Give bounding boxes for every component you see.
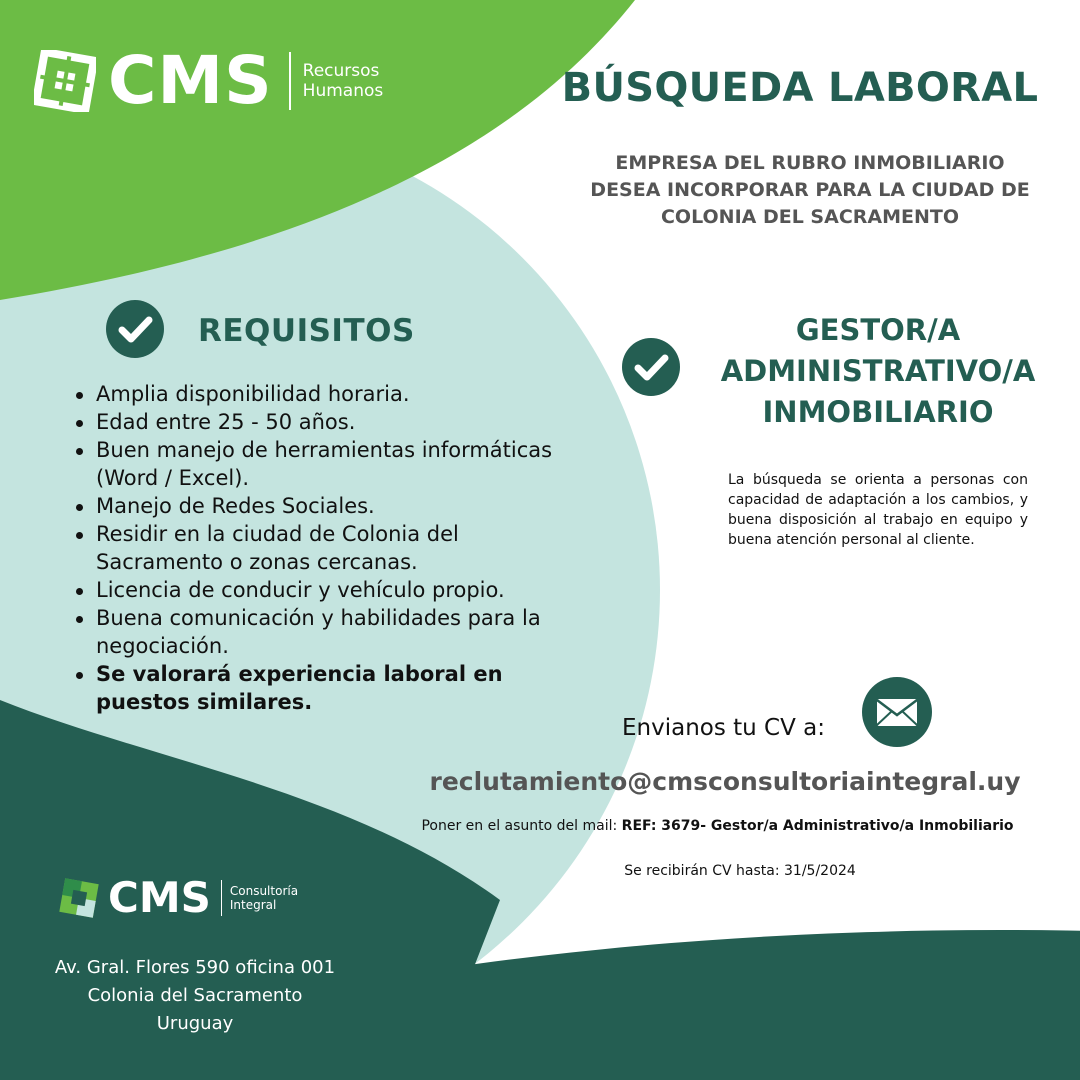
footer-subtitle-line2: Integral [229,898,277,912]
list-item: Licencia de conducir y vehículo propio. [74,576,584,604]
intro-text: EMPRESA DEL RUBRO INMOBILIARIO DESEA INCORPORAR PARA LA CIUDAD DE COLONIA DEL SACRAMENTO [590,152,1030,228]
cv-deadline: Se recibirán CV hasta: 31/5/2024 [624,863,856,879]
position-title: GESTOR/A ADMINISTRATIVO/A INMOBILIARIO [720,313,1036,429]
list-item: Amplia disponibilidad horaria. [74,380,584,408]
brand-name: CMS [108,42,273,119]
send-cv-label: Envianos tu CV a: [622,715,826,741]
check-circle-icon [106,300,164,358]
list-item: Buena comunicación y habilidades para la negociación. [74,604,584,660]
logo-divider [289,52,291,110]
mail-subject-instruction [365,816,1070,836]
footer-logo-subtitle [230,884,298,912]
list-item: Manejo de Redes Sociales. [74,492,584,520]
requirements-title: REQUISITOS [198,313,415,349]
list-item: Buen manejo de herramientas informáticas (Word / Excel). [74,436,584,492]
logo-subtitle-line2: Humanos [302,81,384,101]
check-circle-icon [622,338,680,396]
subject-prefix: Poner en el asunto del mail: [421,818,622,834]
list-item: Residir en la ciudad de Colonia del Sacramento o zonas cercanas. [74,520,584,576]
address-country: Uruguay [156,1013,234,1034]
address-street: Av. Gral. Flores 590 oficina 001 [54,957,336,978]
list-item: Edad entre 25 - 50 años. [74,408,584,436]
cms-logo-icon [58,877,100,919]
footer-brand-name: CMS [108,873,211,922]
address-block [20,956,370,1040]
cms-consultoria-logo [58,873,299,922]
cms-rrhh-logo [34,42,384,119]
logo-subtitle-line1: Recursos [302,61,380,81]
logo-subtitle [303,61,384,101]
email-address[interactable]: reclutamiento@cmsconsultoriaintegral.uy [429,767,1021,796]
list-item: Se valorará experiencia laboral en puestos similares. [74,660,584,716]
subject-ref: REF: 3679- Gestor/a Administrativo/a Inmobiliario [621,818,1014,834]
requirements-list [74,380,584,716]
envelope-icon [862,677,932,747]
logo-divider [221,880,222,916]
position-description: La búsqueda se orienta a personas con capacidad de adaptación a los cambios, y buena disposición al trabajo en equipo y buena atención personal al cliente. [728,472,1028,548]
address-city: Colonia del Sacramento [87,985,303,1006]
cms-logo-icon [34,50,96,112]
footer-subtitle-line1: Consultoría [229,884,299,898]
page-title: BÚSQUEDA LABORAL [561,65,1039,111]
